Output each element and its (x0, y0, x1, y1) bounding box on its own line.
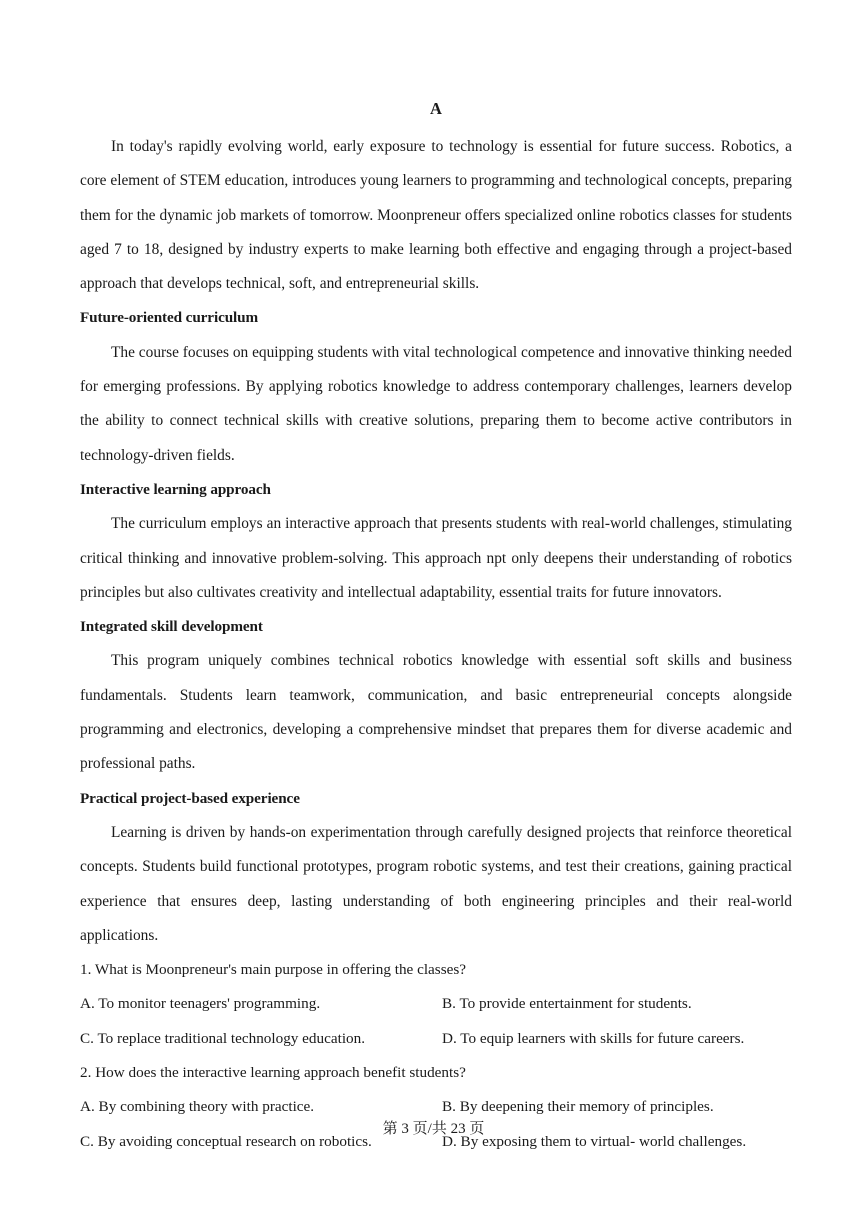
page-footer: 第 3 页/共 23 页 (382, 1121, 485, 1137)
section-heading-integrated-skill-development: Integrated skill development (80, 618, 263, 636)
page-title: A (429, 99, 443, 118)
question-1-option-b[interactable]: B. To provide entertainment for students. (442, 995, 692, 1013)
question-2-option-d[interactable]: D. By exposing them to virtual- world challenges. (442, 1132, 747, 1150)
section-heading-practical-project-based-experience: Practical project-based experience (80, 789, 300, 807)
section-paragraph-interactive-learning-approach: The curriculum employs an interactive approach that presents students with real-world challenges, stimulating critical thinking and innovative problem-solving. This approach npt only deepens their understanding of robotics principles but also cultivates creativity and intellectual adaptability, essential traits for future innovators. (80, 515, 792, 601)
question-1-options-row-1 (80, 987, 792, 1021)
question-2-option-a[interactable]: A. By combining theory with practice. (80, 1098, 315, 1116)
intro-paragraph: In today's rapidly evolving world, early exposure to technology is essential for future success. Robotics, a core element of STEM education, introduces young learners to programming and technological concepts, preparing them for the dynamic job markets of tomorrow. Moonpreneur offers specialized online robotics classes for students aged 7 to 18, designed by industry experts to make learning both effective and engaging through a project-based approach that develops technical, soft, and entrepreneurial skills. (80, 138, 792, 293)
document-body (80, 98, 792, 1159)
section-paragraph-future-oriented-curriculum: The course focuses on equipping students with vital technological competence and innovative thinking needed for emerging professions. By applying robotics knowledge to address contemporary challenges, learners develop the ability to connect technical skills with creative solutions, preparing them to become active contributors in technology-driven fields. (80, 343, 792, 464)
section-heading-future-oriented-curriculum: Future-oriented curriculum (80, 309, 259, 327)
question-2-option-b[interactable]: B. By deepening their memory of principles. (442, 1098, 714, 1116)
question-2-option-c[interactable]: C. By avoiding conceptual research on robotics. (80, 1132, 372, 1150)
section-heading-interactive-learning-approach: Interactive learning approach (80, 480, 271, 498)
question-1-option-c[interactable]: C. To replace traditional technology education. (80, 1029, 366, 1047)
question-1-option-d[interactable]: D. To equip learners with skills for future careers. (442, 1029, 745, 1047)
question-2-text: 2. How does the interactive learning approach benefit students? (80, 1064, 466, 1082)
question-1-option-a[interactable]: A. To monitor teenagers' programming. (80, 995, 321, 1013)
section-paragraph-integrated-skill-development: This program uniquely combines technical robotics knowledge with essential soft skills and business fundamentals. Students learn teamwork, communication, and basic entrepreneurial concepts alongside programming and electronics, developing a comprehensive mindset that prepares them for diverse academic and professional paths. (80, 652, 792, 773)
question-1-options-row-2 (80, 1022, 792, 1056)
section-paragraph-practical-project-based-experience: Learning is driven by hands-on experimentation through carefully designed projects that reinforce theoretical concepts. Students build functional prototypes, program robotic systems, and test their creations, gaining practical experience that ensures deep, lasting understanding of both engineering principles and their real-world applications. (80, 823, 792, 944)
question-1-text: 1. What is Moonpreneur's main purpose in offering the classes? (80, 961, 466, 979)
